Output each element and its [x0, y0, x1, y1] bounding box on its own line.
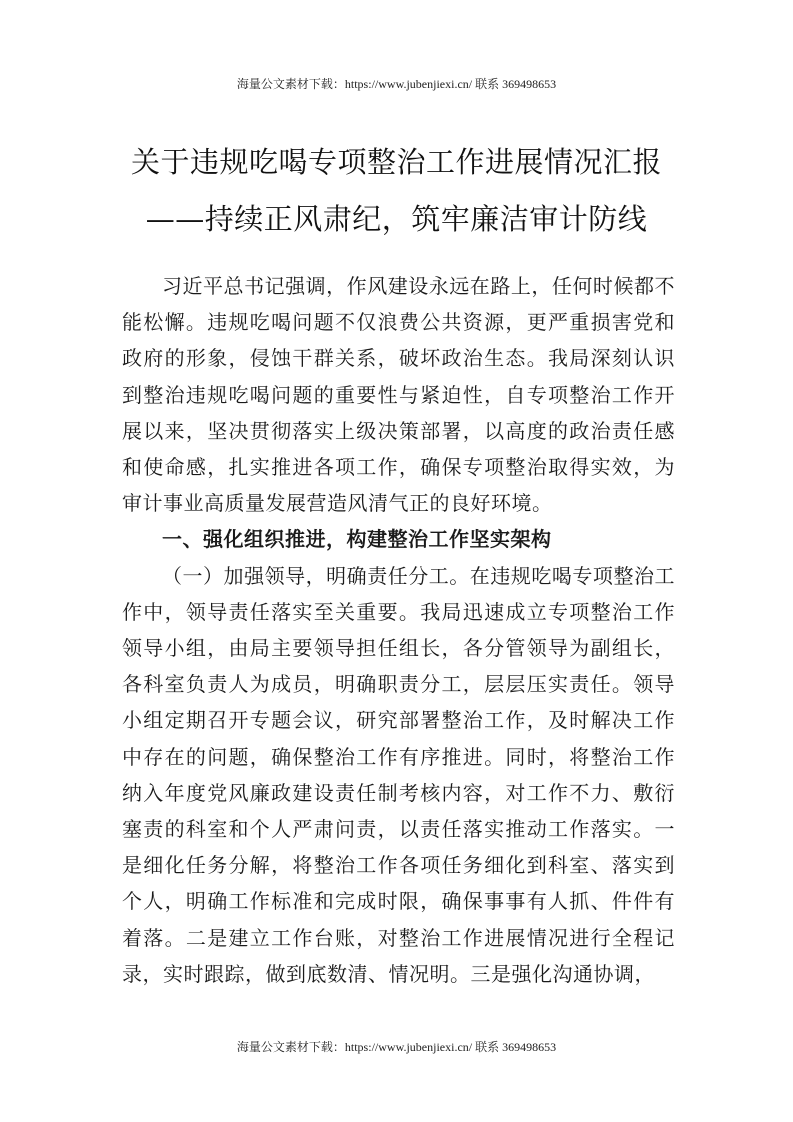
body-paragraph: 习近平总书记强调，作风建设永远在路上，任何时候都不能松懈。违规吃喝问题不仅浪费公共资源，更严重损害党和政府的形象，侵蚀干群关系，破坏政治生态。我局深刻认识到整治违规吃喝问题的重要性与紧迫性，自专项整治工作开展以来，坚决贯彻落实上级决策部署，以高度的政治责任感和使命感，扎实推进各项工作，确保专项整治取得实效，为审计事业高质量发展营造风清气正的良好环境。	[122, 274, 675, 516]
document-subtitle: ——持续正风肃纪，筑牢廉洁审计防线	[145, 202, 648, 236]
section-heading: 一、强化组织推进，构建整治工作坚实架构	[162, 527, 552, 552]
page-footer: 海量公文素材下载：https://www.jubenjiexi.cn/ 联系 369498653	[236, 1040, 557, 1054]
document-body	[122, 268, 675, 992]
page-header: 海量公文素材下载：https://www.jubenjiexi.cn/ 联系 369498653	[236, 77, 557, 91]
body-paragraph: （一）加强领导，明确责任分工。在违规吃喝专项整治工作中，领导责任落实至关重要。我局迅速成立专项整治工作领导小组，由局主要领导担任组长，各分管领导为副组长，各科室负责人为成员，明确职责分工，层层压实责任。领导小组定期召开专题会议，研究部署整治工作，及时解决工作中存在的问题，确保整治工作有序推进。同时，将整治工作纳入年度党风廉政建设责任制考核内容，对工作不力、敷衍塞责的科室和个人严肃问责，以责任落实推动工作落实。一是细化任务分解，将整治工作各项任务细化到科室、落实到个人，明确工作标准和完成时限，确保事事有人抓、件件有着落。二是建立工作台账，对整治工作进展情况进行全程记录，实时跟踪，做到底数清、情况明。三是强化沟通协调，	[122, 563, 675, 986]
document-title: 关于违规吃喝专项整治工作进展情况汇报	[130, 145, 662, 179]
